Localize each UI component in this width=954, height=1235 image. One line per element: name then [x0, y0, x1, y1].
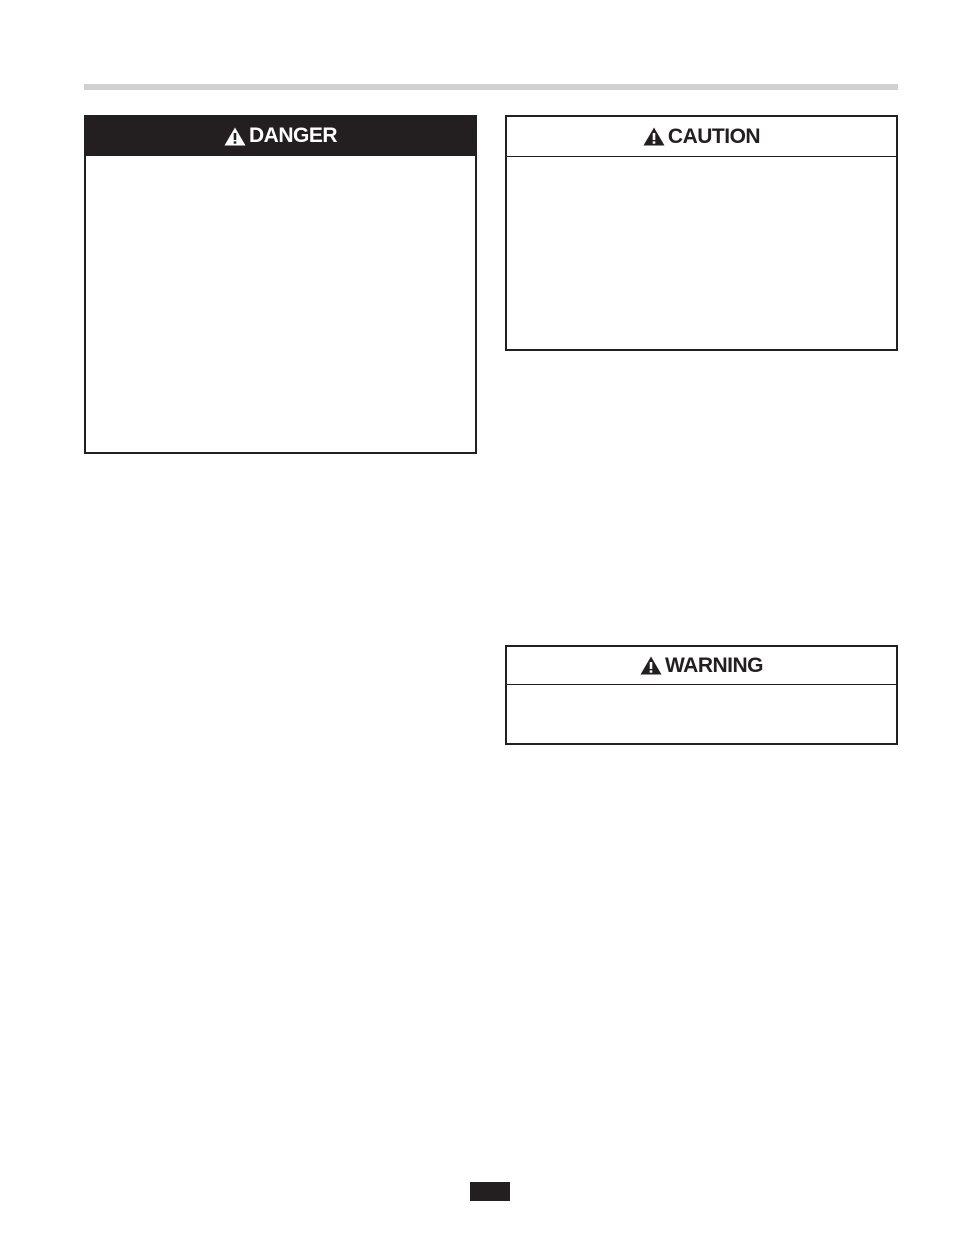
caution-label: CAUTION [667, 124, 761, 148]
warning-triangle-icon [643, 127, 665, 146]
danger-notice [84, 115, 477, 454]
caution-header [507, 117, 896, 157]
danger-header [86, 117, 475, 156]
page-number-tab [470, 1182, 510, 1201]
warning-triangle-icon [224, 127, 246, 146]
warning-triangle-icon [640, 656, 662, 675]
danger-label: DANGER [248, 124, 337, 147]
warning-header [507, 647, 896, 685]
warning-notice [505, 645, 898, 745]
warning-label: WARNING [665, 653, 763, 677]
header-rule [84, 84, 898, 90]
caution-notice [505, 115, 898, 351]
